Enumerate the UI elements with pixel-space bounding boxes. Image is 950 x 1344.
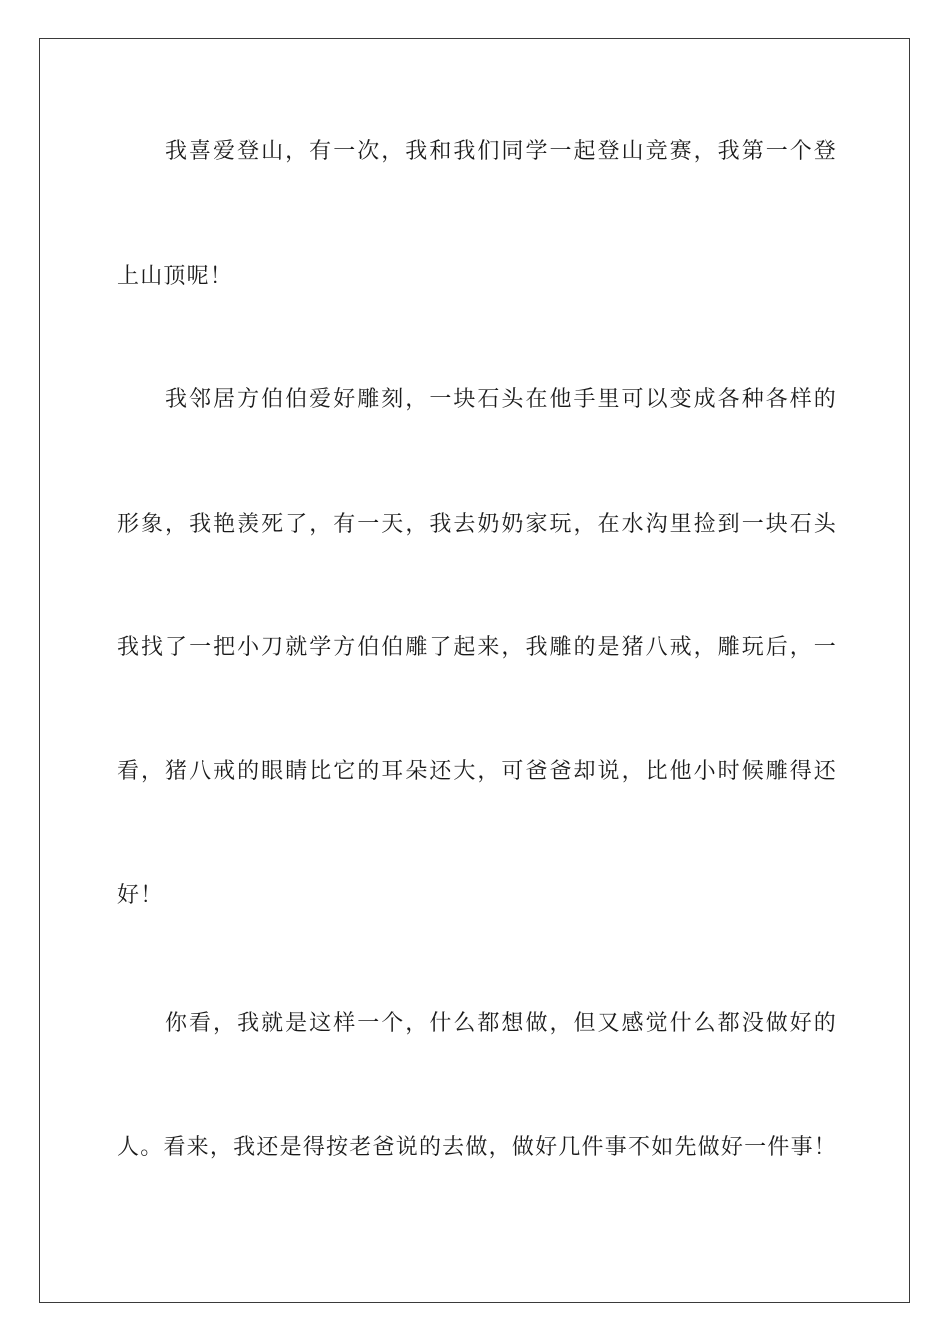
paragraph-2-line-3: 我找了一把小刀就学方伯伯雕了起来，我雕的是猪八戒，雕玩后，一 [117,635,837,660]
paragraph-2-line-4: 看，猪八戒的眼睛比它的耳朵还大，可爸爸却说，比他小时候雕得还 [117,759,837,784]
paragraph-2-line-1: 我邻居方伯伯爱好雕刻，一块石头在他手里可以变成各种各样的 [165,387,837,412]
page-border [39,38,910,1303]
paragraph-2-line-5: 好！ [117,883,164,908]
paragraph-1-line-2: 上山顶呢！ [117,264,234,289]
paragraph-1-line-1: 我喜爱登山，有一次，我和我们同学一起登山竞赛，我第一个登 [165,139,837,164]
paragraph-3-line-1: 你看，我就是这样一个，什么都想做，但又感觉什么都没做好的 [165,1011,837,1036]
paragraph-3-line-2: 人。看来，我还是得按老爸说的去做，做好几件事不如先做好一件事！ [117,1135,837,1160]
paragraph-2-line-2: 形象，我艳羡死了，有一天，我去奶奶家玩，在水沟里捡到一块石头 [117,512,837,537]
